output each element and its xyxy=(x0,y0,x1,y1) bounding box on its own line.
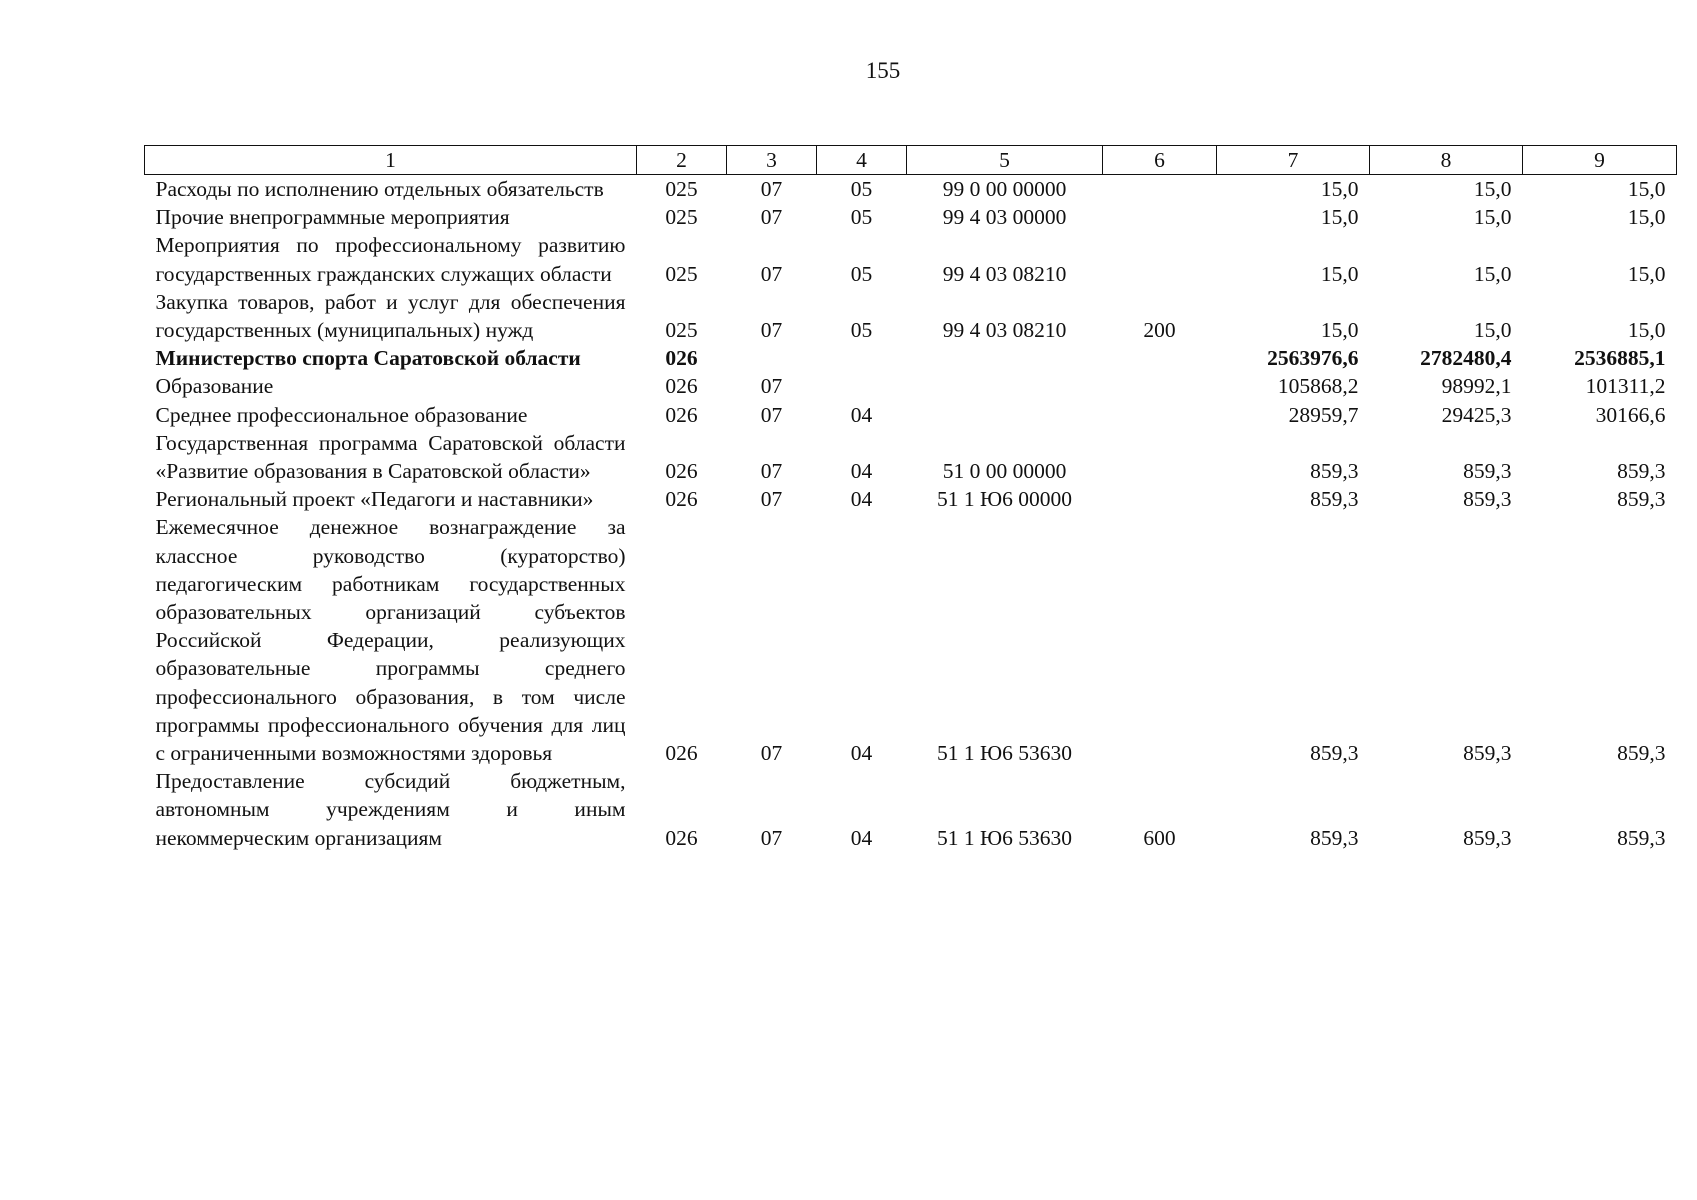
target-article-code: 99 4 03 08210 xyxy=(942,318,1067,343)
expense-type-code xyxy=(1103,429,1217,485)
table-row xyxy=(145,231,1677,287)
section-code: 07 xyxy=(760,205,783,230)
amount-col-7: 2563976,6 xyxy=(1267,346,1359,371)
table-body xyxy=(145,175,1677,852)
section-code: 07 xyxy=(760,741,783,766)
ministry-code: 026 xyxy=(665,825,698,850)
subsection-code: 04 xyxy=(850,402,873,427)
expense-type-code: 600 xyxy=(1143,825,1176,850)
header-col-5: 5 xyxy=(907,146,1103,175)
header-col-3: 3 xyxy=(727,146,817,175)
subsection-code: 05 xyxy=(850,261,873,286)
subsection-code: 04 xyxy=(850,825,873,850)
section-code: 07 xyxy=(760,825,783,850)
expense-type-code xyxy=(1103,231,1217,287)
budget-table xyxy=(144,145,1677,852)
target-article-code: 51 1 Ю6 00000 xyxy=(937,487,1072,512)
target-article-code: 51 0 00 00000 xyxy=(942,459,1067,484)
row-name: Образование xyxy=(155,374,274,399)
table-row xyxy=(145,203,1677,231)
amount-col-7: 859,3 xyxy=(1310,459,1359,484)
amount-col-9: 30166,6 xyxy=(1595,402,1666,427)
subsection-code: 04 xyxy=(850,459,873,484)
subsection-code: 04 xyxy=(850,487,873,512)
target-article-code xyxy=(907,372,1103,400)
section-code: 07 xyxy=(760,177,783,201)
row-name: Предоставление субсидий бюджетным, автономным учреждениям и иным некоммерческим организациям xyxy=(155,769,626,850)
section-code: 07 xyxy=(760,374,783,399)
header-col-6: 6 xyxy=(1103,146,1217,175)
ministry-code: 026 xyxy=(665,374,698,399)
section-code: 07 xyxy=(760,318,783,343)
table-row xyxy=(145,344,1677,372)
target-article-code: 99 4 03 08210 xyxy=(942,261,1067,286)
amount-col-8: 15,0 xyxy=(1473,205,1512,230)
amount-col-9: 859,3 xyxy=(1617,459,1666,484)
table-row xyxy=(145,175,1677,204)
row-name: Региональный проект «Педагоги и наставники» xyxy=(155,487,594,512)
amount-col-9: 859,3 xyxy=(1617,741,1666,766)
row-name: Ежемесячное денежное вознаграждение за классное руководство (кураторство) педагогическим работникам государственных образовательных организаций субъектов Российской Федерации, реализующих образовательные программы среднего профессионального образования, в том числе программы профессионального обучения для лиц с ограниченными возможностями здоровья xyxy=(155,515,626,766)
amount-col-8: 859,3 xyxy=(1463,825,1512,850)
table-row xyxy=(145,485,1677,513)
ministry-code: 026 xyxy=(665,346,698,371)
header-col-9: 9 xyxy=(1523,146,1677,175)
amount-col-7: 15,0 xyxy=(1320,318,1359,343)
amount-col-7: 859,3 xyxy=(1310,487,1359,512)
section-code: 07 xyxy=(760,459,783,484)
amount-col-9: 15,0 xyxy=(1627,177,1666,201)
amount-col-7: 28959,7 xyxy=(1288,402,1359,427)
table-row xyxy=(145,401,1677,429)
subsection-code xyxy=(817,344,907,372)
ministry-code: 025 xyxy=(665,205,698,230)
row-name: Министерство спорта Саратовской области xyxy=(155,346,581,371)
ministry-code: 025 xyxy=(665,261,698,286)
amount-col-8: 15,0 xyxy=(1473,261,1512,286)
table-row xyxy=(145,513,1677,767)
expense-type-code xyxy=(1103,344,1217,372)
section-code: 07 xyxy=(760,261,783,286)
amount-col-7: 859,3 xyxy=(1310,825,1359,850)
amount-col-9: 15,0 xyxy=(1627,205,1666,230)
ministry-code: 025 xyxy=(665,318,698,343)
expense-type-code xyxy=(1103,203,1217,231)
amount-col-9: 859,3 xyxy=(1617,825,1666,850)
row-name: Мероприятия по профессиональному развитию государственных гражданских служащих области xyxy=(155,233,626,286)
amount-col-7: 105868,2 xyxy=(1277,374,1359,399)
row-name: Закупка товаров, работ и услуг для обеспечения государственных (муниципальных) нужд xyxy=(155,289,626,343)
ministry-code: 026 xyxy=(665,487,698,512)
amount-col-8: 29425,3 xyxy=(1441,402,1512,427)
amount-col-8: 859,3 xyxy=(1463,459,1512,484)
expense-type-code xyxy=(1103,175,1217,204)
subsection-code: 05 xyxy=(850,318,873,343)
ministry-code: 026 xyxy=(665,459,698,484)
amount-col-9: 2536885,1 xyxy=(1574,346,1666,371)
amount-col-9: 15,0 xyxy=(1627,318,1666,343)
page-number: 155 xyxy=(865,58,901,83)
amount-col-9: 15,0 xyxy=(1627,261,1666,286)
header-col-4: 4 xyxy=(817,146,907,175)
table-header-row xyxy=(145,146,1677,175)
subsection-code: 05 xyxy=(850,177,873,201)
ministry-code: 025 xyxy=(665,177,698,201)
ministry-code: 026 xyxy=(665,402,698,427)
target-article-code: 99 4 03 00000 xyxy=(942,205,1067,230)
expense-type-code: 200 xyxy=(1143,318,1176,343)
ministry-code: 026 xyxy=(665,741,698,766)
amount-col-7: 859,3 xyxy=(1310,741,1359,766)
target-article-code: 51 1 Ю6 53630 xyxy=(937,741,1072,766)
row-name: Государственная программа Саратовской области «Развитие образования в Саратовской области» xyxy=(155,430,626,484)
expense-type-code xyxy=(1103,513,1217,767)
amount-col-7: 15,0 xyxy=(1320,177,1359,201)
amount-col-8: 859,3 xyxy=(1463,487,1512,512)
subsection-code: 04 xyxy=(850,741,873,766)
target-article-code: 51 1 Ю6 53630 xyxy=(937,825,1072,850)
expense-type-code xyxy=(1103,401,1217,429)
row-name: Прочие внепрограммные мероприятия xyxy=(155,205,510,230)
section-code: 07 xyxy=(760,487,783,512)
section-code: 07 xyxy=(760,402,783,427)
target-article-code xyxy=(907,344,1103,372)
row-name: Среднее профессиональное образование xyxy=(155,402,528,427)
expense-type-code xyxy=(1103,485,1217,513)
section-code xyxy=(727,344,817,372)
header-col-1: 1 xyxy=(145,146,637,175)
amount-col-8: 98992,1 xyxy=(1441,374,1512,399)
header-col-8: 8 xyxy=(1370,146,1523,175)
target-article-code: 99 0 00 00000 xyxy=(942,177,1067,201)
amount-col-9: 859,3 xyxy=(1617,487,1666,512)
table-row xyxy=(145,372,1677,400)
amount-col-8: 15,0 xyxy=(1473,318,1512,343)
expense-type-code xyxy=(1103,372,1217,400)
amount-col-8: 859,3 xyxy=(1463,741,1512,766)
amount-col-7: 15,0 xyxy=(1320,205,1359,230)
header-col-2: 2 xyxy=(637,146,727,175)
subsection-code: 05 xyxy=(850,205,873,230)
amount-col-8: 15,0 xyxy=(1473,177,1512,201)
amount-col-9: 101311,2 xyxy=(1585,374,1666,399)
target-article-code xyxy=(907,401,1103,429)
amount-col-7: 15,0 xyxy=(1320,261,1359,286)
header-col-7: 7 xyxy=(1217,146,1370,175)
amount-col-8: 2782480,4 xyxy=(1420,346,1512,371)
row-name: Расходы по исполнению отдельных обязательств xyxy=(155,177,604,201)
table-row xyxy=(145,429,1677,485)
table-row xyxy=(145,288,1677,344)
table-row xyxy=(145,767,1677,852)
subsection-code xyxy=(817,372,907,400)
